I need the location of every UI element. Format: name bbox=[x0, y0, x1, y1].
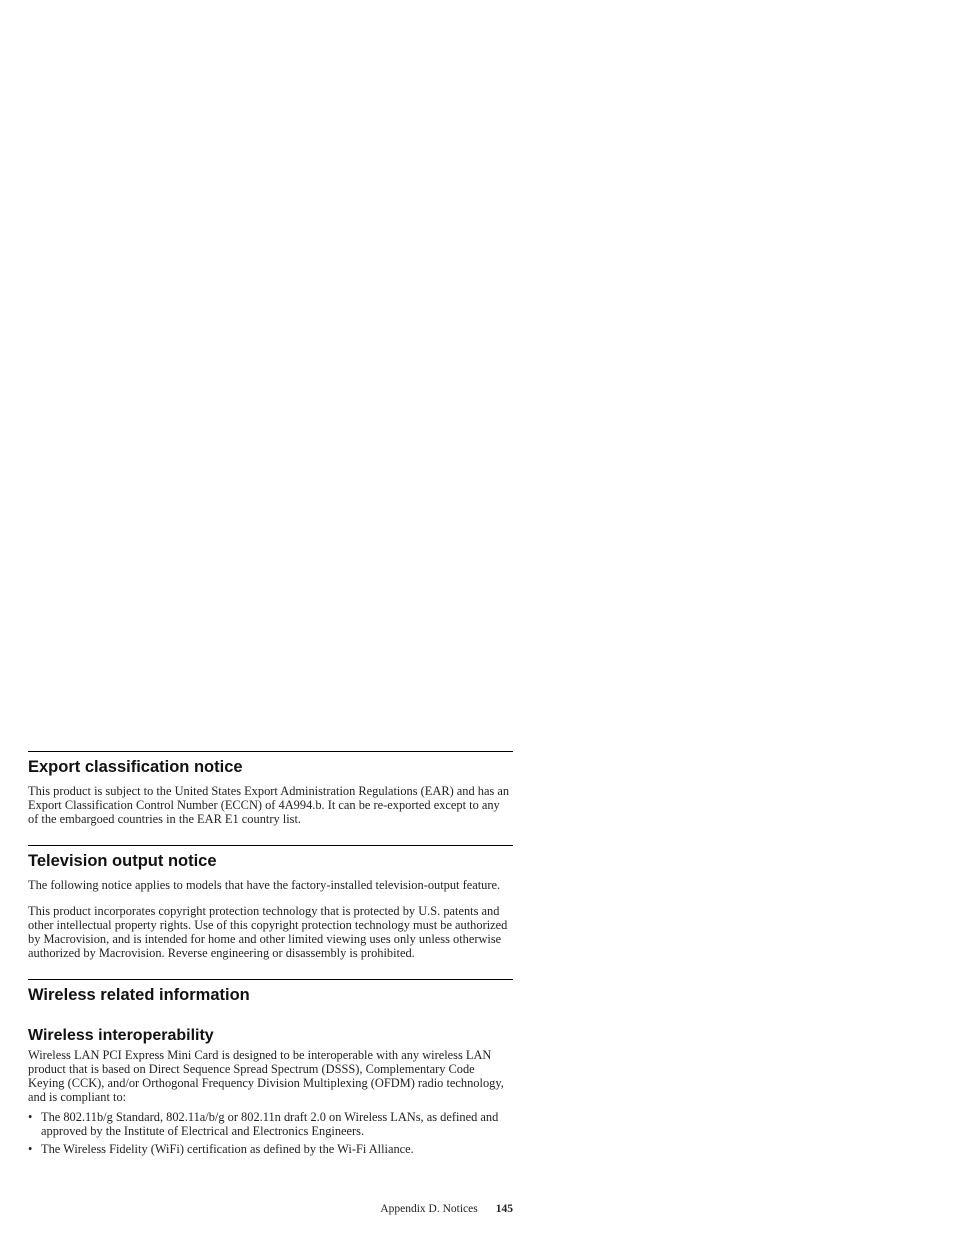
list-item bbox=[28, 1142, 513, 1156]
export-body: This product is subject to the United States Export Administration Regulations (EAR) and has an Export Classification Control Number (ECCN) of 4A994.b. It can be re-exported except to any of the embargoed countries in the EAR E1 country list. bbox=[28, 784, 510, 826]
wireless-section bbox=[28, 979, 513, 1156]
television-section bbox=[28, 845, 513, 960]
export-section bbox=[28, 751, 513, 826]
wireless-body: Wireless LAN PCI Express Mini Card is designed to be interoperable with any wireless LAN product that is based on Direct Sequence Spread Spectrum (DSSS), Complementary Code Keying (CCK), and/or Orthogonal Frequency Division Multiplexing (OFDM) radio technology, and is compliant to: bbox=[28, 1048, 504, 1104]
bullet-icon: • bbox=[28, 1110, 33, 1124]
wireless-bullet-list bbox=[28, 1110, 513, 1156]
television-para-2: This product incorporates copyright protection technology that is protected by U.S. patents and other intellectual property rights. Use of this copyright protection technology must be authorized by Macrovision, and is intended for home and other limited viewing uses only unless otherwise authorized by Macrovision. Reverse engineering or disassembly is prohibited. bbox=[28, 904, 508, 960]
wireless-subheading: Wireless interoperability bbox=[28, 1027, 214, 1044]
footer-label: Appendix D. Notices bbox=[380, 1203, 478, 1215]
television-para-1: The following notice applies to models that have the factory-installed television-output feature. bbox=[28, 878, 501, 892]
list-item-text: The 802.11b/g Standard, 802.11a/b/g or 802.11n draft 2.0 on Wireless LANs, as defined and approved by the Institute of Electrical and Electronics Engineers. bbox=[41, 1110, 499, 1138]
wireless-heading: Wireless related information bbox=[28, 986, 250, 1004]
page-number: 145 bbox=[495, 1203, 513, 1215]
page-content bbox=[28, 751, 513, 1160]
list-item bbox=[28, 1110, 513, 1138]
television-heading: Television output notice bbox=[28, 852, 217, 870]
page-footer bbox=[0, 1203, 513, 1215]
bullet-icon: • bbox=[28, 1142, 33, 1156]
export-heading: Export classification notice bbox=[28, 758, 243, 776]
list-item-text: The Wireless Fidelity (WiFi) certification as defined by the Wi-Fi Alliance. bbox=[41, 1142, 414, 1156]
